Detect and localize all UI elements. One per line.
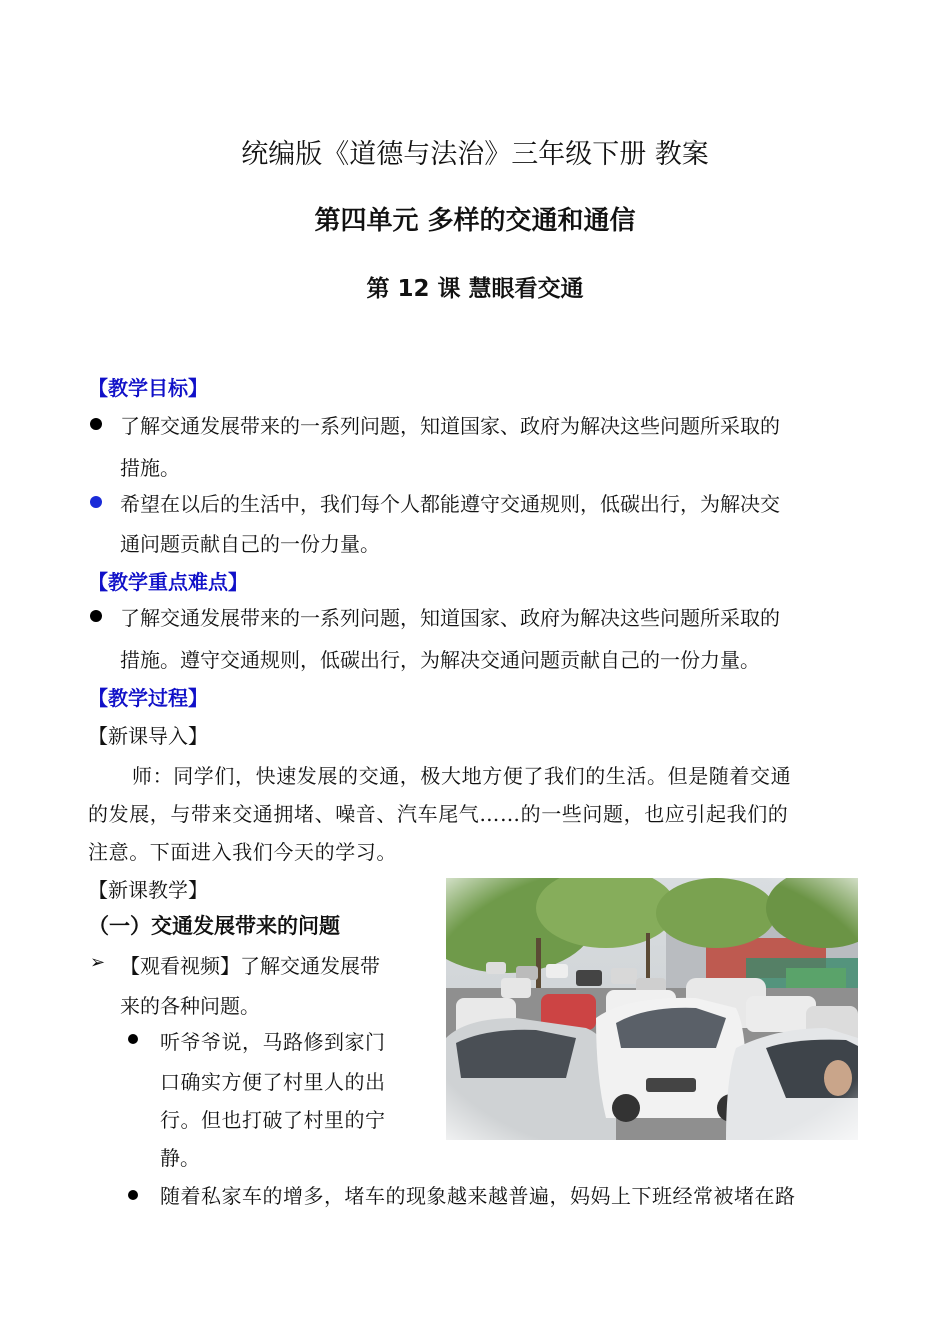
bullet-icon	[90, 418, 102, 430]
bullet-icon	[90, 496, 102, 508]
sub2-line-1: 随着私家车的增多，堵车的现象越来越普遍，妈妈上下班经常被堵在路	[160, 1184, 796, 1208]
intro-text-line-2: 的发展，与带来交通拥堵、噪音、汽车尾气……的一些问题，也应引起我们的	[88, 802, 789, 826]
objective-1-line-1: 了解交通发展带来的一系列问题，知道国家、政府为解决这些问题所采取的	[120, 414, 780, 438]
objective-2-line-1: 希望在以后的生活中，我们每个人都能遵守交通规则，低碳出行，为解决交	[120, 492, 780, 516]
intro-text-line-1: 师：同学们，快速发展的交通，极大地方便了我们的生活。但是随着交通	[132, 764, 792, 788]
objective-1-line-2: 措施。	[120, 456, 180, 480]
keypoints-heading: 【教学重点难点】	[88, 570, 248, 594]
bullet-icon	[128, 1034, 138, 1044]
objectives-heading: 【教学目标】	[88, 376, 208, 400]
sub1-line-3: 行。但也打破了村里的宁	[160, 1108, 386, 1132]
bullet-icon	[90, 610, 102, 622]
bullet-icon	[128, 1190, 138, 1200]
objective-2-line-2: 通问题贡献自己的一份力量。	[120, 532, 380, 556]
teach-heading: 【新课教学】	[88, 878, 208, 902]
lesson-title: 第 12 课 慧眼看交通	[366, 276, 584, 302]
intro-text-line-3: 注意。下面进入我们今天的学习。	[88, 840, 397, 864]
keypoint-line-1: 了解交通发展带来的一系列问题，知道国家、政府为解决这些问题所采取的	[120, 606, 780, 630]
document-title: 统编版《道德与法治》三年级下册 教案	[241, 139, 709, 170]
process-heading: 【教学过程】	[88, 686, 208, 710]
part1-heading: （一）交通发展带来的问题	[88, 914, 340, 938]
unit-title: 第四单元 多样的交通和通信	[314, 206, 636, 236]
sub1-line-1: 听爷爷说，马路修到家门	[160, 1030, 386, 1054]
traffic-jam-photo	[446, 878, 858, 1140]
video-item-line-2: 来的各种问题。	[120, 994, 260, 1018]
intro-heading: 【新课导入】	[88, 724, 208, 748]
keypoint-line-2: 措施。遵守交通规则，低碳出行，为解决交通问题贡献自己的一份力量。	[120, 648, 760, 672]
arrow-bullet-icon: ➢	[90, 952, 106, 973]
sub1-line-4: 静。	[160, 1146, 200, 1170]
video-item-line-1: 【观看视频】了解交通发展带	[120, 954, 380, 978]
sub1-line-2: 口确实方便了村里人的出	[160, 1070, 386, 1094]
